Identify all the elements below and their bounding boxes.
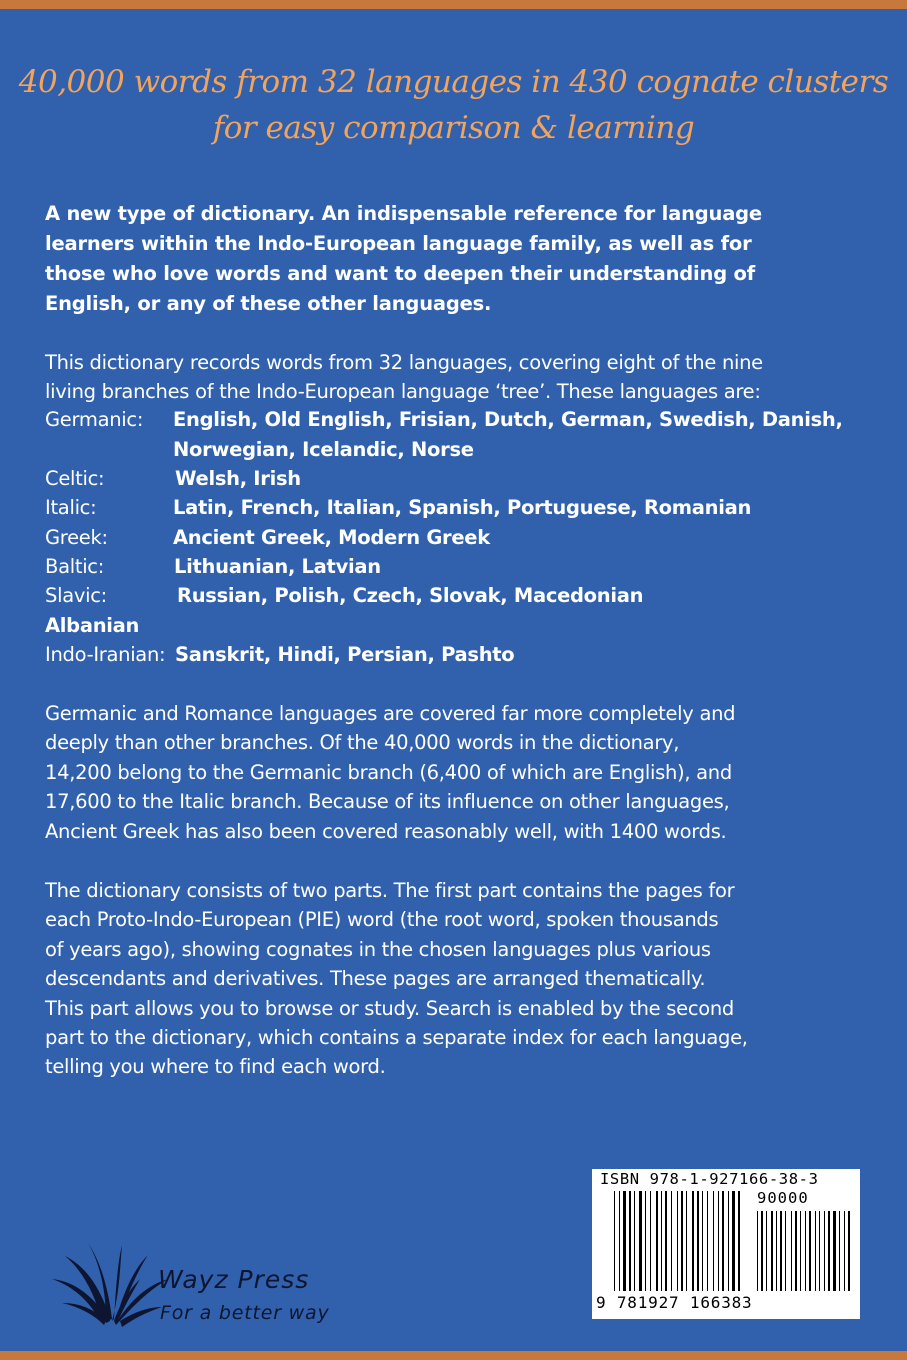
barcode-bar <box>686 1191 687 1291</box>
paragraph-3-line: of years ago), showing cognates in the chosen languages plus various <box>45 937 711 961</box>
isbn-label: ISBN 978-1-927166-38-3 <box>600 1170 819 1188</box>
paragraph-2-line: 17,600 to the Italic branch. Because of its influence on other languages, <box>45 790 730 814</box>
price-code: 90000 <box>757 1189 809 1207</box>
barcode-bar <box>634 1191 635 1291</box>
paragraph-3-line: part to the dictionary, which contains a separate index for each language, <box>45 1026 748 1050</box>
branch-label: Slavic: <box>45 584 107 607</box>
barcode-bar <box>795 1211 797 1291</box>
barcode-bar <box>791 1211 792 1291</box>
paragraph-2-line: Germanic and Romance languages are covered far more completely and <box>45 702 736 725</box>
ean-digits: 9 781927 166383 <box>596 1293 753 1312</box>
paragraph-2-line: Ancient Greek has also been covered reasonably well, with 1400 words. <box>45 819 727 843</box>
barcode-bar <box>800 1211 801 1291</box>
barcode-bar <box>728 1191 729 1291</box>
paragraph-1-line-1: This dictionary records words from 32 languages, covering eight of the nine <box>45 351 763 374</box>
barcode-bar <box>665 1191 667 1291</box>
paragraph-2-line: 14,200 belong to the Germanic branch (6,400 of which are English), and <box>45 760 732 784</box>
branch-languages: Latin, French, Italian, Spanish, Portuguese, Romanian <box>173 496 752 519</box>
barcode-bar <box>707 1191 708 1291</box>
paragraph-3-line: descendants and derivatives. These pages are arranged thematically. <box>45 967 706 991</box>
barcode-bar <box>697 1191 699 1291</box>
branch-label: Baltic: <box>45 555 104 578</box>
paragraph-3 <box>45 876 805 1082</box>
barcode-bar <box>828 1211 830 1291</box>
branch-languages: Ancient Greek, Modern Greek <box>173 526 490 549</box>
barcode-bar <box>757 1211 758 1291</box>
paragraph-3-line: each Proto-Indo-European (PIE) word (the root word, spoken thousands <box>45 908 719 932</box>
barcode-bar <box>761 1211 763 1291</box>
branch-languages: English, Old English, Frisian, Dutch, German, Swedish, Danish, <box>173 408 843 431</box>
paragraph-1-line-2: living branches of the Indo-European language ‘tree’. These languages are: <box>45 380 761 404</box>
branch-languages: Russian, Polish, Czech, Slovak, Macedonian <box>177 584 644 607</box>
barcode-bar <box>623 1191 626 1291</box>
barcode-bar <box>702 1191 703 1291</box>
branch-languages: Welsh, Irish <box>175 467 301 490</box>
barcode-bar <box>650 1191 651 1291</box>
intro-paragraph: A new type of dictionary. An indispensable reference for language learners within the Indo-European language family, as well as for those who love words and want to deepen their understanding of English, or any of these other languages. <box>45 202 762 315</box>
barcode-bar <box>771 1211 773 1291</box>
publisher-name: Wayz Press <box>158 1265 310 1294</box>
barcode-bar <box>738 1191 740 1291</box>
paragraph-2 <box>45 699 785 846</box>
barcode-bar <box>776 1211 777 1291</box>
barcode-bar <box>780 1211 782 1291</box>
branch-label: Germanic: <box>45 408 144 431</box>
barcode-bar <box>639 1191 642 1291</box>
barcode-bar <box>661 1191 662 1291</box>
barcode-bar <box>844 1211 845 1291</box>
barcode-bar <box>692 1191 694 1291</box>
barcode-bar <box>656 1191 658 1291</box>
barcode-bar <box>848 1211 850 1291</box>
isbn-barcode <box>592 1169 860 1319</box>
barcode-bar <box>671 1191 672 1291</box>
barcode-bar <box>785 1211 786 1291</box>
barcode-bar <box>681 1191 683 1291</box>
barcode-bar <box>815 1211 816 1291</box>
publisher-slogan: For a better way <box>160 1302 330 1324</box>
barcode-bar <box>614 1191 615 1291</box>
barcode-bar <box>732 1191 735 1291</box>
branch-languages: Sanskrit, Hindi, Persian, Pashto <box>175 643 515 666</box>
branch-label: Celtic: <box>45 467 105 490</box>
paragraph-1 <box>45 348 825 407</box>
tagline-line-1: 40,000 words from 32 languages in 430 cognate clusters <box>18 64 889 100</box>
barcode-bar <box>619 1191 620 1291</box>
paragraph-3-line: This part allows you to browse or study. Search is enabled by the second <box>45 996 735 1020</box>
barcode-bar <box>839 1211 840 1291</box>
back-cover <box>0 9 907 1351</box>
tagline-line-2: for easy comparison & learning <box>212 110 695 146</box>
branch-label: Greek: <box>45 526 108 549</box>
branch-languages: Norwegian, Icelandic, Norse <box>173 438 474 461</box>
barcode-bar <box>766 1211 767 1291</box>
barcode-bar <box>805 1211 806 1291</box>
branch-languages: Albanian <box>45 614 140 637</box>
barcode-bar <box>677 1191 678 1291</box>
barcode-bar <box>713 1191 714 1291</box>
paragraph-2-line: deeply than other branches. Of the 40,000 words in the dictionary, <box>45 731 680 755</box>
barcode-bar <box>824 1211 825 1291</box>
barcode-bar <box>833 1211 836 1291</box>
barcode-bar <box>722 1191 724 1291</box>
barcode-bar <box>718 1191 719 1291</box>
barcode-bar <box>629 1191 631 1291</box>
barcode-bar <box>809 1211 811 1291</box>
branch-label: Italic: <box>45 496 97 519</box>
branch-label: Indo-Iranian: <box>45 643 166 666</box>
paragraph-3-line: The dictionary consists of two parts. The first part contains the pages for <box>45 879 735 902</box>
barcode-bar <box>645 1191 646 1291</box>
paragraph-3-line: telling you where to find each word. <box>45 1055 386 1079</box>
branch-languages: Lithuanian, Latvian <box>174 555 381 578</box>
barcode-bar <box>819 1211 820 1291</box>
